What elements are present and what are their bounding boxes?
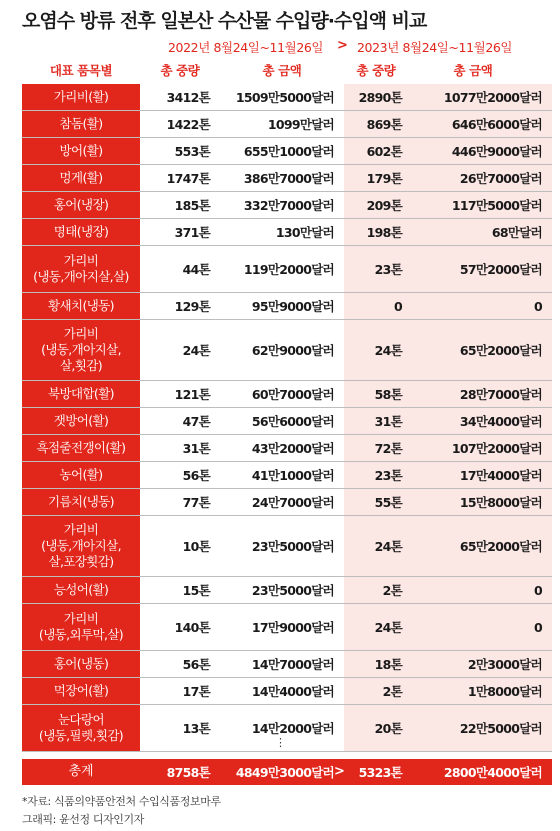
period-separator: > [337, 38, 348, 53]
cell-weight-2023: 24톤 [374, 343, 402, 358]
total-label: 총계 [68, 764, 94, 779]
table-row [22, 320, 552, 381]
table-row [22, 84, 552, 111]
cell-weight-2023: 0 [394, 298, 402, 314]
total-row [22, 759, 552, 785]
table-row [22, 577, 552, 604]
cell-weight-2022: 47톤 [182, 414, 210, 429]
cell-amount-2023: 0 [534, 619, 542, 635]
cell-weight-2023: 2톤 [382, 583, 402, 598]
total-weight-2023: 5323톤 [358, 765, 402, 780]
cell-amount-2023: 22만5000달러 [459, 721, 542, 736]
cell-weight-2023: 23톤 [374, 262, 402, 277]
table-row [22, 165, 552, 192]
total-amount-2023: 2800만4000달러 [443, 765, 542, 780]
cell-amount-2023: 68만달러 [491, 225, 542, 240]
cell-amount-2023: 15만8000달러 [459, 495, 542, 510]
cell-weight-2022: 185톤 [174, 198, 210, 213]
cell-amount-2022: 17만9000달러 [251, 620, 334, 635]
cell-weight-2022: 140톤 [174, 620, 210, 635]
cell-weight-2023: 31톤 [374, 414, 402, 429]
cell-weight-2023: 2890톤 [358, 90, 402, 105]
cell-amount-2022: 95만9000달러 [251, 299, 334, 314]
period-2022-label: 2022년 8월24일~11월26일 [168, 40, 324, 55]
cell-item: 흑점줄전갱이(활) [22, 435, 140, 461]
cell-weight-2022: 24톤 [182, 343, 210, 358]
cell-weight-2022: 3412톤 [166, 90, 210, 105]
cell-weight-2022: 13톤 [182, 721, 210, 736]
cell-amount-2022: 43만2000달러 [251, 441, 334, 456]
table-row [22, 381, 552, 408]
cell-amount-2023: 107만2000달러 [451, 441, 542, 456]
cell-amount-2023: 65만2000달러 [459, 343, 542, 358]
cell-weight-2022: 129톤 [174, 299, 210, 314]
period-2023-label: 2023년 8월24일~11월26일 [357, 40, 513, 55]
cell-item: 가리비 (냉동,개아지살,살) [22, 246, 140, 292]
cell-item: 황새치(냉동) [22, 293, 140, 319]
cell-amount-2022: 56만6000달러 [251, 414, 334, 429]
cell-item: 방어(활) [22, 138, 140, 164]
cell-item: 홍어(냉장) [22, 192, 140, 218]
cell-weight-2022: 17톤 [182, 684, 210, 699]
page-title: 오염수 방류 전후 일본산 수산물 수입량·수입액 비교 [22, 10, 427, 32]
cell-item: 잿방어(활) [22, 408, 140, 434]
cell-item: 참돔(활) [22, 111, 140, 137]
cell-item: 가리비 (냉동,외투막,살) [22, 604, 140, 650]
cell-amount-2022: 130만달러 [275, 225, 334, 240]
cell-weight-2022: 15톤 [182, 583, 210, 598]
cell-amount-2023: 117만5000달러 [451, 198, 542, 213]
header-item: 대표 품목별 [49, 63, 113, 78]
cell-item: 먹장어(활) [22, 678, 140, 704]
cell-weight-2023: 602톤 [366, 144, 402, 159]
cell-weight-2023: 23톤 [374, 468, 402, 483]
cell-amount-2023: 0 [534, 298, 542, 314]
cell-item: 홍어(냉동) [22, 651, 140, 677]
cell-weight-2022: 371톤 [174, 225, 210, 240]
cell-amount-2023: 26만7000달러 [459, 171, 542, 186]
total-weight-2022: 8758톤 [166, 765, 210, 780]
cell-weight-2022: 56톤 [182, 468, 210, 483]
cell-weight-2023: 20톤 [374, 721, 402, 736]
table-row [22, 192, 552, 219]
cell-weight-2023: 179톤 [366, 171, 402, 186]
cell-item: 농어(활) [22, 462, 140, 488]
cell-amount-2023: 17만4000달러 [459, 468, 542, 483]
table-row [22, 651, 552, 678]
cell-amount-2022: 386만7000달러 [243, 171, 334, 186]
cell-weight-2022: 553톤 [174, 144, 210, 159]
table-row [22, 246, 552, 293]
cell-weight-2023: 58톤 [374, 387, 402, 402]
credit-note: 그래픽: 윤선정 디자인기자 [22, 813, 144, 826]
table-row [22, 489, 552, 516]
cell-weight-2022: 1422톤 [166, 117, 210, 132]
cell-item: 가리비 (냉동,개아지살, 살,포장횟감) [22, 516, 140, 576]
cell-item: 눈다랑어 (냉동,필렛,횟감) [22, 705, 140, 751]
cell-amount-2023: 446만9000달러 [451, 144, 542, 159]
table-row [22, 293, 552, 320]
cell-weight-2022: 1747톤 [166, 171, 210, 186]
cell-weight-2022: 44톤 [182, 262, 210, 277]
cell-amount-2023: 646만6000달러 [451, 117, 542, 132]
cell-amount-2022: 332만7000달러 [243, 198, 334, 213]
cell-amount-2022: 14만4000달러 [251, 684, 334, 699]
table-row [22, 138, 552, 165]
cell-amount-2023: 2만3000달러 [467, 657, 542, 672]
header-amount-2023: 총 금액 [453, 63, 493, 78]
cell-weight-2022: 56톤 [182, 657, 210, 672]
cell-item: 능성어(활) [22, 577, 140, 603]
cell-item: 멍게(활) [22, 165, 140, 191]
cell-amount-2022: 14만2000달러 [251, 721, 334, 736]
cell-amount-2022: 23만5000달러 [251, 539, 334, 554]
cell-amount-2023: 57만2000달러 [459, 262, 542, 277]
cell-item: 가리비 (냉동,개아지살, 살,횟감) [22, 320, 140, 380]
table-row [22, 435, 552, 462]
header-amount-2022: 총 금액 [262, 63, 302, 78]
cell-item: 가리비(활) [22, 84, 140, 110]
cell-amount-2023: 1만8000달러 [467, 684, 542, 699]
cell-amount-2022: 14만7000달러 [251, 657, 334, 672]
cell-amount-2023: 28만7000달러 [459, 387, 542, 402]
cell-amount-2022: 655만1000달러 [243, 144, 334, 159]
table-row [22, 408, 552, 435]
cell-amount-2022: 62만9000달러 [251, 343, 334, 358]
cell-weight-2023: 2톤 [382, 684, 402, 699]
cell-weight-2023: 24톤 [374, 539, 402, 554]
cell-weight-2023: 18톤 [374, 657, 402, 672]
table-row [22, 111, 552, 138]
cell-amount-2022: 1509만5000달러 [235, 90, 334, 105]
table-row [22, 604, 552, 651]
cell-weight-2022: 121톤 [174, 387, 210, 402]
source-note: *자료: 식품의약품안전처 수입식품정보마루 [22, 795, 221, 808]
cell-amount-2022: 60만7000달러 [251, 387, 334, 402]
total-amount-2022: 4849만3000달러 [235, 765, 334, 780]
cell-weight-2023: 24톤 [374, 620, 402, 635]
table-row [22, 219, 552, 246]
cell-weight-2023: 72톤 [374, 441, 402, 456]
cell-amount-2022: 23만5000달러 [251, 583, 334, 598]
total-separator: > [334, 764, 345, 779]
cell-amount-2023: 0 [534, 582, 542, 598]
cell-weight-2022: 10톤 [182, 539, 210, 554]
cell-amount-2023: 65만2000달러 [459, 539, 542, 554]
cell-amount-2022: 41만1000달러 [251, 468, 334, 483]
cell-amount-2022: 24만7000달러 [251, 495, 334, 510]
cell-weight-2023: 869톤 [366, 117, 402, 132]
cell-item: 기름치(냉동) [22, 489, 140, 515]
cell-weight-2023: 55톤 [374, 495, 402, 510]
cell-item: 명태(냉장) [22, 219, 140, 245]
cell-weight-2022: 77톤 [182, 495, 210, 510]
table-row [22, 516, 552, 577]
cell-amount-2022: 1099만달러 [267, 117, 334, 132]
cell-amount-2023: 34만4000달러 [459, 414, 542, 429]
cell-weight-2023: 198톤 [366, 225, 402, 240]
ellipsis: ⋮ [275, 736, 286, 749]
cell-amount-2023: 1077만2000달러 [443, 90, 542, 105]
table-row [22, 705, 552, 752]
table-row [22, 678, 552, 705]
header-weight-2022: 총 중량 [160, 63, 200, 78]
table-header [0, 58, 560, 84]
cell-item: 북방대합(활) [22, 381, 140, 407]
cell-amount-2022: 119만2000달러 [243, 262, 334, 277]
table-row [22, 462, 552, 489]
header-weight-2023: 총 중량 [356, 63, 396, 78]
cell-weight-2023: 209톤 [366, 198, 402, 213]
cell-weight-2022: 31톤 [182, 441, 210, 456]
